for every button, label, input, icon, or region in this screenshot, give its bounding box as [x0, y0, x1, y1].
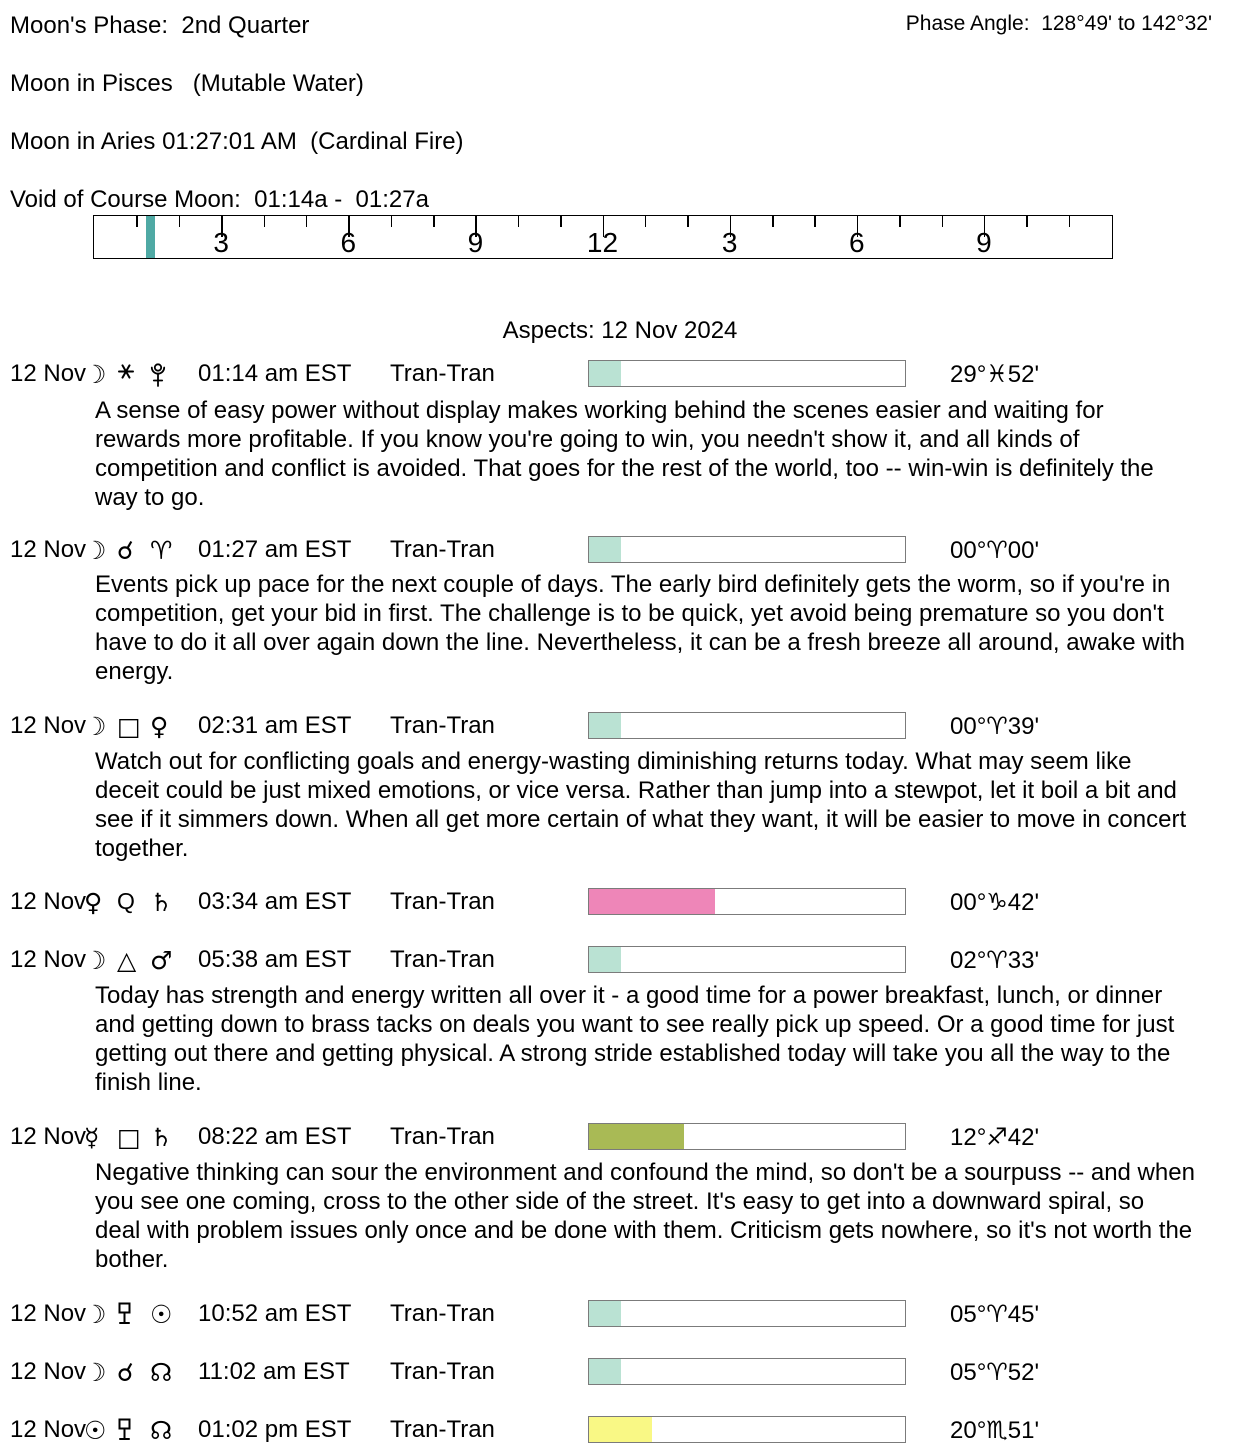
ruler-tick [687, 216, 689, 227]
ruler-tick [264, 216, 266, 227]
ruler-hour-label: 12 [586, 227, 619, 258]
moon-ingress-line: Moon in Aries 01:27:01 AM (Cardinal Fire) [10, 128, 464, 155]
aspect-orb-bar-fill [589, 1359, 621, 1384]
aspect-orb-bar-fill [589, 537, 621, 562]
ruler-hour-label: 6 [848, 227, 865, 258]
ruler-tick [306, 216, 308, 227]
aspect-orb-bar-fill [589, 889, 715, 914]
ruler-tick [1026, 216, 1028, 227]
aspect-glyph-slot [117, 1358, 134, 1388]
aspect-glyph-slot [117, 360, 135, 381]
aspect-degree: 00°♑42' [950, 889, 1040, 916]
aspect-degree: 20°♏51' [950, 1417, 1040, 1444]
day-ruler [93, 215, 1113, 259]
ruler-hour-label: 3 [721, 227, 738, 258]
aspect-type: Tran-Tran [390, 1123, 495, 1150]
saturn-icon: ♄ [150, 1123, 173, 1152]
aspect-type: Tran-Tran [390, 360, 495, 387]
aspect-glyph-slot [84, 536, 106, 566]
aspect-glyph-slot [117, 946, 136, 976]
aspect-degree: 02°♈33' [950, 947, 1040, 974]
conjunction-icon: ☌ [117, 536, 134, 565]
aspect-type: Tran-Tran [390, 888, 495, 915]
aspect-interpretation: Events pick up pace for the next couple of days. The early bird definitely gets the worm, so if you're in competition, get your bid in first. The challenge is to be quick, yet avoid being premature so you don't have to do it all over again down the line. Nevertheless, it can be a fresh breeze all around, awake with energy. [95, 571, 1185, 685]
aspect-date: 12 Nov [10, 360, 87, 387]
sun-icon: ☉ [84, 1416, 107, 1445]
aspect-glyph-slot [84, 888, 102, 918]
moon-icon: ☽ [84, 1300, 107, 1329]
ruler-tick [814, 216, 816, 227]
quintile-icon: Q [117, 888, 135, 914]
aspect-glyph-slot [150, 946, 172, 976]
moons-phase-line: Moon's Phase: 2nd Quarter [10, 12, 310, 39]
aspect-degree: 00°♈00' [950, 537, 1040, 564]
aspect-orb-bar [588, 536, 906, 563]
aspect-glyph-slot [84, 712, 106, 742]
aspect-date: 12 Nov [10, 1416, 87, 1443]
aspect-interpretation: Negative thinking can sour the environment and confound the mind, so don't be a sourpuss -- and when you see one coming, cross to the other side of the street. It's easy to get into a downward spiral, so deal with problem issues only once and be done with them. Criticism gets nowhere, so it's not worth the bother. [95, 1159, 1195, 1273]
aspect-glyph-slot [150, 536, 172, 566]
aspect-glyph-slot [117, 1300, 133, 1326]
aspect-time: 03:34 am EST [198, 888, 352, 915]
aspect-type: Tran-Tran [390, 712, 495, 739]
moon-icon: ☽ [84, 360, 107, 389]
aspect-glyph-slot [150, 712, 168, 742]
aspects-title: Aspects: 12 Nov 2024 [502, 317, 738, 344]
aspect-glyph-slot [117, 536, 134, 566]
aspect-orb-bar-fill [589, 1417, 652, 1442]
ruler-tick [179, 216, 181, 227]
aspect-degree: 05°♈45' [950, 1301, 1040, 1328]
venus-icon: ♀ [84, 888, 103, 917]
aspect-orb-bar [588, 1416, 906, 1443]
phase-angle-label: Phase Angle: 128°49' to 142°32' [905, 12, 1212, 35]
aspect-orb-bar [588, 1300, 906, 1327]
aspect-glyph-slot [84, 1416, 106, 1446]
aspect-degree: 05°♈52' [950, 1359, 1040, 1386]
aspect-orb-bar [588, 1358, 906, 1385]
ruler-tick [560, 216, 562, 227]
ruler-tick [1069, 216, 1071, 227]
aspect-glyph-slot [150, 1123, 172, 1153]
aspect-time: 10:52 am EST [198, 1300, 352, 1327]
aspect-glyph-slot [84, 1358, 106, 1388]
node-icon: ☊ [150, 1358, 173, 1387]
ruler-tick [433, 216, 435, 227]
aspect-glyph-slot [117, 1416, 133, 1442]
aspect-orb-bar-fill [589, 1301, 621, 1326]
aspect-glyph-slot [150, 360, 166, 388]
aspect-date: 12 Nov [10, 1123, 87, 1150]
aspect-orb-bar [588, 1123, 906, 1150]
ruler-tick [391, 216, 393, 227]
aspect-orb-bar-fill [589, 361, 621, 386]
aspect-time: 01:27 am EST [198, 536, 352, 563]
square-icon: □ [117, 1123, 141, 1152]
ruler-hour-label: 9 [467, 227, 484, 258]
aspect-time: 11:02 am EST [198, 1358, 350, 1385]
ruler-tick [942, 216, 944, 227]
aries-icon: ♈ [150, 536, 173, 565]
pluto-icon [150, 362, 166, 388]
aspect-orb-bar [588, 360, 906, 387]
ruler-hour-label: 3 [213, 227, 229, 258]
aspect-date: 12 Nov [10, 946, 87, 973]
aspect-date: 12 Nov [10, 712, 87, 739]
aspect-date: 12 Nov [10, 1358, 87, 1385]
aspect-glyph-slot [117, 712, 141, 742]
aspect-glyph-slot [84, 946, 106, 976]
sextile-icon [117, 362, 135, 381]
aspect-glyph-slot [84, 360, 106, 390]
aspect-time: 02:31 am EST [198, 712, 352, 739]
aspect-type: Tran-Tran [390, 536, 495, 563]
sesquiquadrate-icon [117, 1302, 133, 1326]
ruler-tick [645, 216, 647, 227]
aspect-interpretation: Today has strength and energy written all over it - a good time for a power breakfast, lunch, or dinner and getting down to brass tacks on deals you want to see really pick up speed. Or a good time for just getting out there and getting physical. A strong stride established today will take you all the way to the finish line. [95, 982, 1175, 1096]
aspect-orb-bar [588, 888, 906, 915]
aspect-type: Tran-Tran [390, 1416, 495, 1443]
venus-icon: ♀ [150, 712, 169, 741]
aspect-date: 12 Nov [10, 1300, 87, 1327]
aspect-orb-bar-fill [589, 947, 621, 972]
aspect-degree: 00°♈39' [950, 713, 1040, 740]
mercury-icon: ☿ [84, 1123, 100, 1152]
void-of-course-marker [146, 216, 155, 258]
trine-icon: △ [117, 946, 137, 975]
aspect-glyph-slot [150, 1358, 172, 1388]
aspect-glyph-slot [84, 1123, 99, 1153]
moon-in-sign-line: Moon in Pisces (Mutable Water) [10, 70, 364, 97]
ruler-tick [899, 216, 901, 227]
aspect-type: Tran-Tran [390, 946, 495, 973]
aspect-type: Tran-Tran [390, 1358, 495, 1385]
aspect-time: 05:38 am EST [198, 946, 352, 973]
aspect-time: 08:22 am EST [198, 1123, 352, 1150]
aspect-time: 01:14 am EST [198, 360, 352, 387]
aspect-interpretation: A sense of easy power without display makes working behind the scenes easier and waiting for rewards more profitable. If you know you're going to win, you needn't show it, and all kinds of competition and conflict is avoided. That goes for the rest of the world, too -- win-win is definitely the way to go. [95, 397, 1154, 511]
moon-icon: ☽ [84, 536, 107, 565]
aspect-degree: 12°♐42' [950, 1124, 1040, 1151]
aspect-interpretation: Watch out for conflicting goals and energy-wasting diminishing returns today. What may seem like deceit could be just mixed emotions, or vice versa. Rather than jump into a stewpot, let it boil a bit and see if it simmers down. When all get more certain of what they want, it will be easier to move in concert together. [95, 748, 1187, 862]
aspect-orb-bar-fill [589, 713, 621, 738]
void-of-course-line: Void of Course Moon: 01:14a - 01:27a [10, 186, 429, 213]
mars-icon: ♂ [150, 946, 173, 975]
aspect-glyph-slot [150, 1300, 172, 1330]
aspect-date: 12 Nov [10, 536, 87, 563]
aspect-degree: 29°♓52' [950, 361, 1040, 388]
aspect-orb-bar [588, 946, 906, 973]
ruler-hour-label: 6 [340, 227, 357, 258]
ruler-tick [772, 216, 774, 227]
saturn-icon: ♄ [150, 888, 173, 917]
aspect-glyph-slot [117, 888, 135, 916]
aspect-time: 01:02 pm EST [198, 1416, 352, 1443]
aspect-glyph-slot [84, 1300, 106, 1330]
moon-icon: ☽ [84, 1358, 107, 1387]
node-icon: ☊ [150, 1416, 173, 1445]
ruler-hour-label: 9 [976, 227, 992, 258]
aspect-glyph-slot [117, 1123, 141, 1153]
sun-icon: ☉ [150, 1300, 173, 1329]
ruler-tick [518, 216, 520, 227]
aspect-type: Tran-Tran [390, 1300, 495, 1327]
conjunction-icon: ☌ [117, 1358, 134, 1387]
aspect-orb-bar-fill [589, 1124, 684, 1149]
moon-icon: ☽ [84, 946, 107, 975]
aspect-glyph-slot [150, 888, 172, 918]
aspect-glyph-slot [150, 1416, 172, 1446]
aspect-date: 12 Nov [10, 888, 87, 915]
square-icon: □ [117, 712, 141, 741]
sesquiquadrate-icon [117, 1418, 133, 1442]
aspect-orb-bar [588, 712, 906, 739]
ruler-tick [136, 216, 138, 227]
moon-icon: ☽ [84, 712, 107, 741]
